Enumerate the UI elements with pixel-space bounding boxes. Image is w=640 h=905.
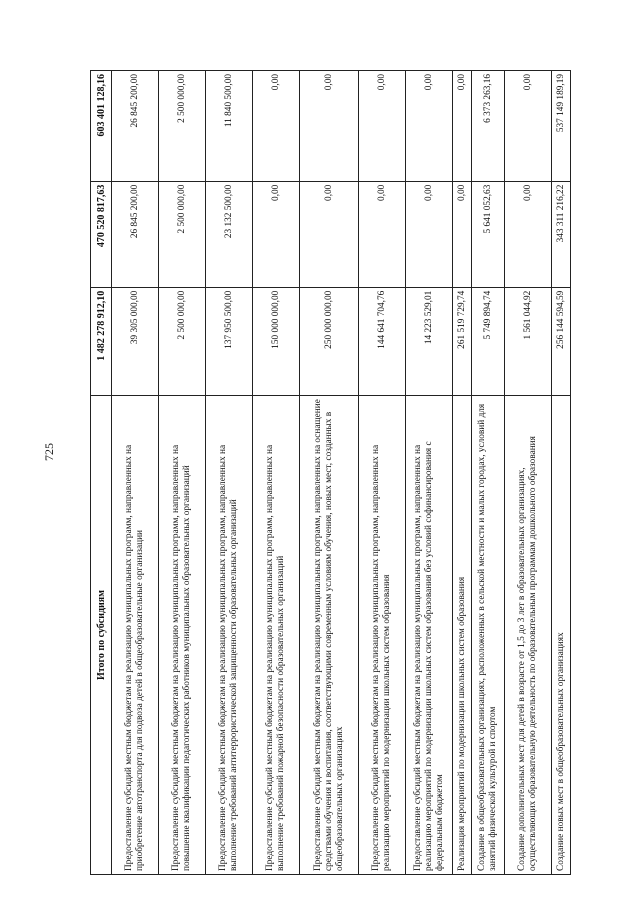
total-value-2: 470 520 817,63 bbox=[91, 181, 112, 287]
total-value-1: 1 482 278 912,10 bbox=[91, 287, 112, 395]
total-label: Итого по субсидиям bbox=[91, 396, 112, 875]
row-label: Предоставление субсидий местным бюджетам на реализацию муниципальных программ, направленных на приобретение автотранспорта для подвоза детей в общеобразовательные организации bbox=[112, 396, 159, 875]
table-row bbox=[359, 71, 406, 875]
table-row bbox=[552, 71, 571, 875]
table-row bbox=[300, 71, 359, 875]
row-value-2: 0,00 bbox=[359, 181, 406, 287]
row-value-2: 0,00 bbox=[406, 181, 453, 287]
row-label: Создание дополнительных мест для детей в возрасте от 1,5 до 3 лет в образовательных организациях, осуществляющих образовательную деятельность по образовательным программам дошкольного образования bbox=[505, 396, 552, 875]
total-value-3: 603 401 128,16 bbox=[91, 71, 112, 182]
row-value-1: 5 749 894,74 bbox=[472, 287, 505, 395]
row-value-2: 23 132 500,00 bbox=[206, 181, 253, 287]
subsidies-table bbox=[90, 70, 571, 875]
table-row-total bbox=[91, 71, 112, 875]
row-value-1: 256 144 594,59 bbox=[552, 287, 571, 395]
row-label: Предоставление субсидий местным бюджетам на реализацию муниципальных программ, направленных на реализацию мероприятий по модернизации школьных систем образования без условий софинансирования с федеральным бюджетом bbox=[406, 396, 453, 875]
row-label: Предоставление субсидий местным бюджетам на реализацию муниципальных программ, направленных на выполнение требований пожарной безопасности образовательных организаций bbox=[253, 396, 300, 875]
row-value-2: 0,00 bbox=[300, 181, 359, 287]
row-value-1: 261 519 729,74 bbox=[453, 287, 472, 395]
row-label: Предоставление субсидий местным бюджетам на реализацию муниципальных программ, направленных на выполнение требований антитеррористической защищенности образовательных организаций bbox=[206, 396, 253, 875]
row-value-1: 1 561 044,92 bbox=[505, 287, 552, 395]
row-value-1: 137 950 500,00 bbox=[206, 287, 253, 395]
row-label: Предоставление субсидий местным бюджетам на реализацию муниципальных программ, направленных на оснащение средствами обучения и воспитания, соответствующими современным условиям обучения, новых мест, созданных в общеобразовательных организациях bbox=[300, 396, 359, 875]
row-value-3: 26 845 200,00 bbox=[112, 71, 159, 182]
page-number: 725 bbox=[42, 443, 56, 461]
row-value-3: 2 500 000,00 bbox=[159, 71, 206, 182]
row-value-2: 0,00 bbox=[253, 181, 300, 287]
row-value-1: 150 000 000,00 bbox=[253, 287, 300, 395]
row-label: Предоставление субсидий местным бюджетам на реализацию муниципальных программ, направленных на повышение квалификации педагогических работников муниципальных образовательных организаций bbox=[159, 396, 206, 875]
rotated-table-container bbox=[90, 70, 590, 875]
table-row bbox=[472, 71, 505, 875]
row-value-2: 5 641 052,63 bbox=[472, 181, 505, 287]
table-row bbox=[206, 71, 253, 875]
row-value-1: 14 223 529,01 bbox=[406, 287, 453, 395]
row-value-3: 0,00 bbox=[406, 71, 453, 182]
row-value-1: 250 000 000,00 bbox=[300, 287, 359, 395]
row-value-2: 0,00 bbox=[453, 181, 472, 287]
row-label: Создание новых мест в общеобразовательных организациях bbox=[552, 396, 571, 875]
row-value-3: 0,00 bbox=[300, 71, 359, 182]
row-value-3: 11 840 500,00 bbox=[206, 71, 253, 182]
row-value-3: 6 373 263,16 bbox=[472, 71, 505, 182]
row-value-3: 0,00 bbox=[359, 71, 406, 182]
row-value-2: 343 311 216,22 bbox=[552, 181, 571, 287]
table-row bbox=[505, 71, 552, 875]
row-value-2: 26 845 200,00 bbox=[112, 181, 159, 287]
table-row bbox=[159, 71, 206, 875]
row-label: Предоставление субсидий местным бюджетам на реализацию муниципальных программ, направленных на реализацию мероприятий по модернизации школьных систем образования bbox=[359, 396, 406, 875]
row-value-3: 0,00 bbox=[253, 71, 300, 182]
row-value-1: 2 500 000,00 bbox=[159, 287, 206, 395]
table-row bbox=[406, 71, 453, 875]
row-value-2: 2 500 000,00 bbox=[159, 181, 206, 287]
row-value-1: 144 641 704,76 bbox=[359, 287, 406, 395]
row-value-3: 0,00 bbox=[453, 71, 472, 182]
row-label: Реализация мероприятий по модернизации школьных систем образования bbox=[453, 396, 472, 875]
table-row bbox=[253, 71, 300, 875]
row-value-3: 537 149 189,19 bbox=[552, 71, 571, 182]
row-value-3: 0,00 bbox=[505, 71, 552, 182]
row-label: Создание в общеобразовательных организациях, расположенных в сельской местности и малых городах, условий для занятий физической культурой и спортом bbox=[472, 396, 505, 875]
row-value-1: 39 305 000,00 bbox=[112, 287, 159, 395]
table-row bbox=[112, 71, 159, 875]
table-row bbox=[453, 71, 472, 875]
row-value-2: 0,00 bbox=[505, 181, 552, 287]
